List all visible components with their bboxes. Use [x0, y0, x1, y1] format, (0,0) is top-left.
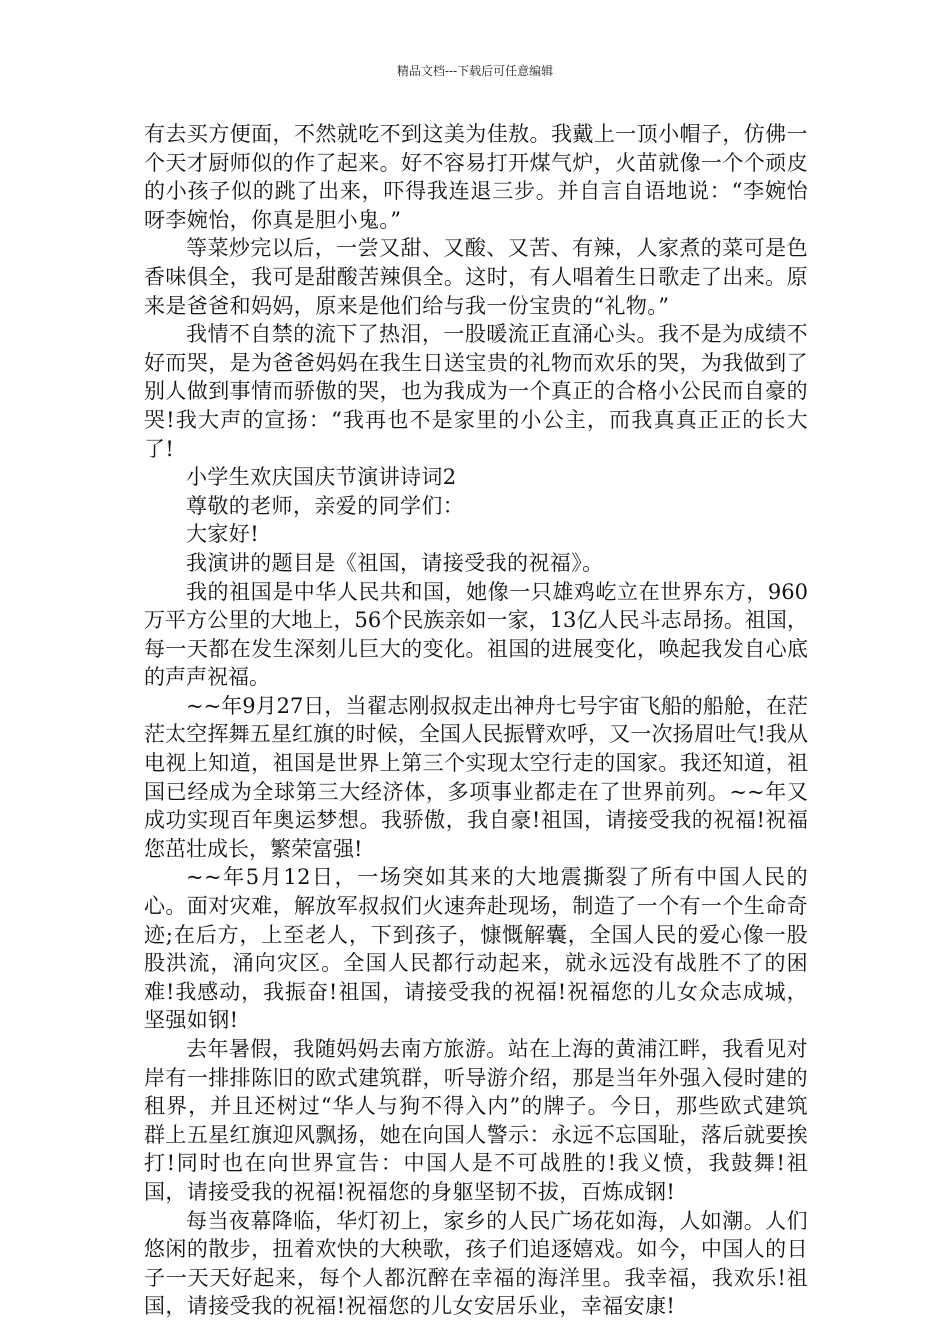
page-header: 精品文档---下载后可任意编辑 — [396, 64, 554, 78]
speech-title: 小学生欢庆国庆节演讲诗词2 — [186, 465, 457, 490]
speech-salutation: 尊敬的老师，亲爱的同学们： — [186, 493, 465, 518]
speech-greeting: 大家好! — [186, 522, 260, 547]
paragraph-tears: 我情不自禁的流下了热泪，一股暖流正直涌心头。我不是为成绩不好而哭，是为爸爸妈妈在我生日送宝贵的礼物而欢乐的哭，为我做到了别人做到事情而骄傲的哭，也为我成为一个真正的合格小公民而自豪的哭!我大声的宣扬：“我再也不是家里的小公主，而我真真正正的长大了! — [144, 322, 808, 461]
paragraph-spacewalk: ~~年9月27日，当翟志刚叔叔走出神舟七号宇宙飞船的船舱，在茫茫太空挥舞五星红旗的时候，全国人民振臂欢呼，又一次扬眉吐气!我从电视上知道，祖国是世界上第三个实现太空行走的国家。我还知道，祖国已经成为全球第三大经济体，多项事业都走在了世界前列。~~年又成功实现百年奥运梦想。我骄傲，我自豪!祖国，请接受我的祝福!祝福您茁壮成长，繁荣富强! — [144, 693, 808, 861]
paragraph-motherland: 我的祖国是中华人民共和国，她像一只雄鸡屹立在世界东方，960万平方公里的大地上，56个民族亲如一家，13亿人民斗志昂扬。祖国，每一天都在发生深刻儿巨大的变化。祖国的进展变化，唤起我发自心底的声声祝福。 — [144, 579, 808, 690]
speech-topic: 我演讲的题目是《祖国，请接受我的祝福》。 — [186, 550, 604, 575]
paragraph-earthquake: ~~年5月12日，一场突如其来的大地震撕裂了所有中国人民的心。面对灾难，解放军叔叔们火速奔赴现场，制造了一个有一个生命奇迹;在后方，上至老人，下到孩子，慷慨解囊，全国人民的爱心像一股股洪流，涌向灾区。全国人民都行动起来，就永远没有战胜不了的困难!我感动，我振奋!祖国，请接受我的祝福!祝福您的儿女众志成城，坚强如钢! — [144, 865, 808, 1033]
paragraph-cooking: 有去买方便面，不然就吃不到这美为佳敖。我戴上一顶小帽子，仿佛一个天才厨师似的作了起来。好不容易打开煤气炉，火苗就像一个个顽皮的小孩子似的跳了出来，吓得我连退三步。并自言自语地说：“李婉怡呀李婉怡，你真是胆小鬼。” — [144, 122, 808, 232]
paragraph-shanghai: 去年暑假，我随妈妈去南方旅游。站在上海的黄浦江畔，我看见对岸有一排排陈旧的欧式建筑群，听导游介绍，那是当年外强入侵时建的租界，并且还树过“华人与狗不得入内”的牌子。今日，那些欧式建筑群上五星红旗迎风飘扬，她在向国人警示：永远不忘国耻，落后就要挨打!同时也在向世界宣告：中国人是不可战胜的!我义愤，我鼓舞!祖国，请接受我的祝福!祝福您的身躯坚韧不拔，百炼成钢! — [144, 1037, 808, 1204]
document-body — [144, 120, 808, 1321]
paragraph-evening: 每当夜幕降临，华灯初上，家乡的人民广场花如海，人如潮。人们悠闲的散步，扭着欢快的大秧歌，孩子们追逐嬉戏。如今，中国人的日子一天天好起来，每个人都沉醉在幸福的海洋里。我幸福，我欢乐!祖国，请接受我的祝福!祝福您的儿女安居乐业，幸福安康! — [144, 1208, 808, 1319]
paragraph-tasting: 等菜炒完以后，一尝又甜、又酸、又苦、有辣，人家煮的菜可是色香味俱全，我可是甜酸苦辣俱全。这时，有人唱着生日歌走了出来。原来是爸爸和妈妈，原来是他们给与我一份宝贵的“礼物。” — [144, 236, 808, 318]
